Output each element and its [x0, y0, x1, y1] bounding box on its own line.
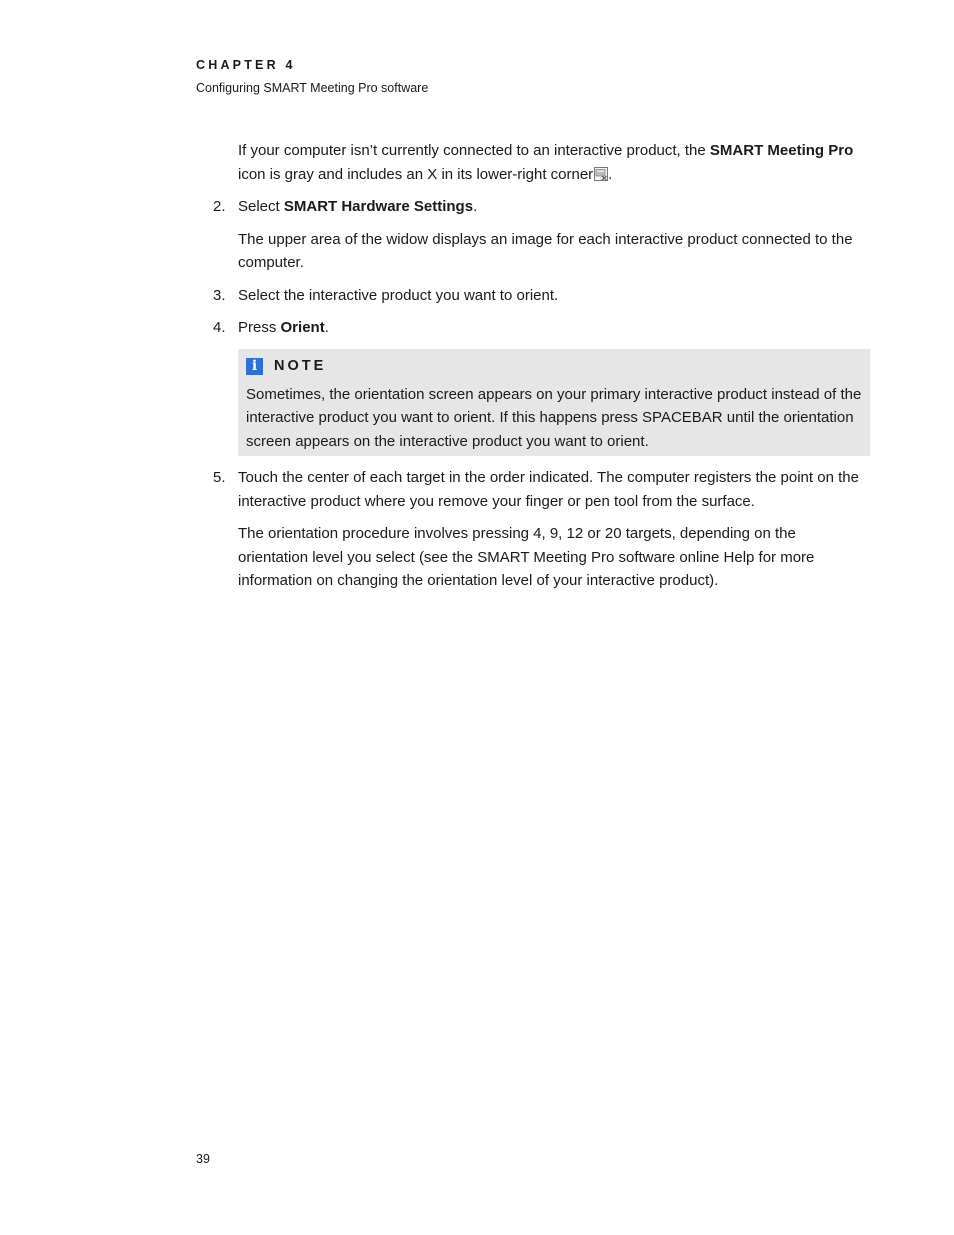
note-title: NOTE: [274, 357, 327, 374]
main-content: [213, 139, 870, 602]
step-number: 5.: [213, 469, 226, 486]
note-header: [246, 354, 862, 380]
step-text: [238, 316, 870, 340]
step-text: [238, 195, 870, 219]
note-box: [238, 349, 870, 457]
step-number: 4.: [213, 319, 226, 336]
step-description: The orientation procedure involves pressing 4, 9, 12 or 20 targets, depending on the orientation level you select (see the SMART Meeting Pro software online Help for more information on changing the orientation level of your interactive product).: [238, 525, 815, 589]
intro-bold: SMART Meeting Pro: [709, 142, 854, 159]
step-5: [213, 466, 870, 593]
step-text: Touch the center of each target in the order indicated. The computer registers the point on the interactive product where you remove your finger or pen tool from the surface.: [238, 469, 859, 510]
intro-text-before: If your computer isn’t currently connected to an interactive product, the: [238, 142, 710, 159]
smart-hardware-settings-label: SMART Hardware Settings: [283, 198, 474, 215]
note-text: Sometimes, the orientation screen appears on your primary interactive product instead of the interactive product you want to orient. If this happens press SPACEBAR until the orientation screen appears on the interactive product you want to orient.: [246, 385, 862, 450]
intro-end: .: [608, 165, 613, 183]
intro-text-after: icon is gray and includes an X in its lower-right corner: [238, 165, 594, 183]
step-text: Select the interactive product you want to orient.: [238, 286, 559, 304]
step-2: [213, 195, 870, 275]
step-text-after: .: [473, 198, 478, 215]
intro-paragraph: [238, 139, 870, 186]
chapter-title: Configuring SMART Meeting Pro software: [196, 81, 429, 95]
smart-meeting-pro-disconnected-icon: [594, 167, 608, 181]
orient-label: Orient: [280, 319, 325, 336]
step-text-after: .: [324, 319, 329, 336]
chapter-label: CHAPTER 4: [196, 58, 296, 72]
step-number: 2.: [213, 198, 226, 215]
step-description: The upper area of the widow displays an image for each interactive product connected to the computer.: [238, 230, 853, 271]
step-4: [213, 316, 870, 340]
step-number: 3.: [213, 286, 226, 304]
step-text-before: Select: [238, 198, 284, 215]
page-number: 39: [196, 1152, 210, 1166]
step-3: [213, 284, 870, 308]
info-icon: i: [246, 358, 263, 375]
step-text-before: Press: [238, 319, 281, 336]
